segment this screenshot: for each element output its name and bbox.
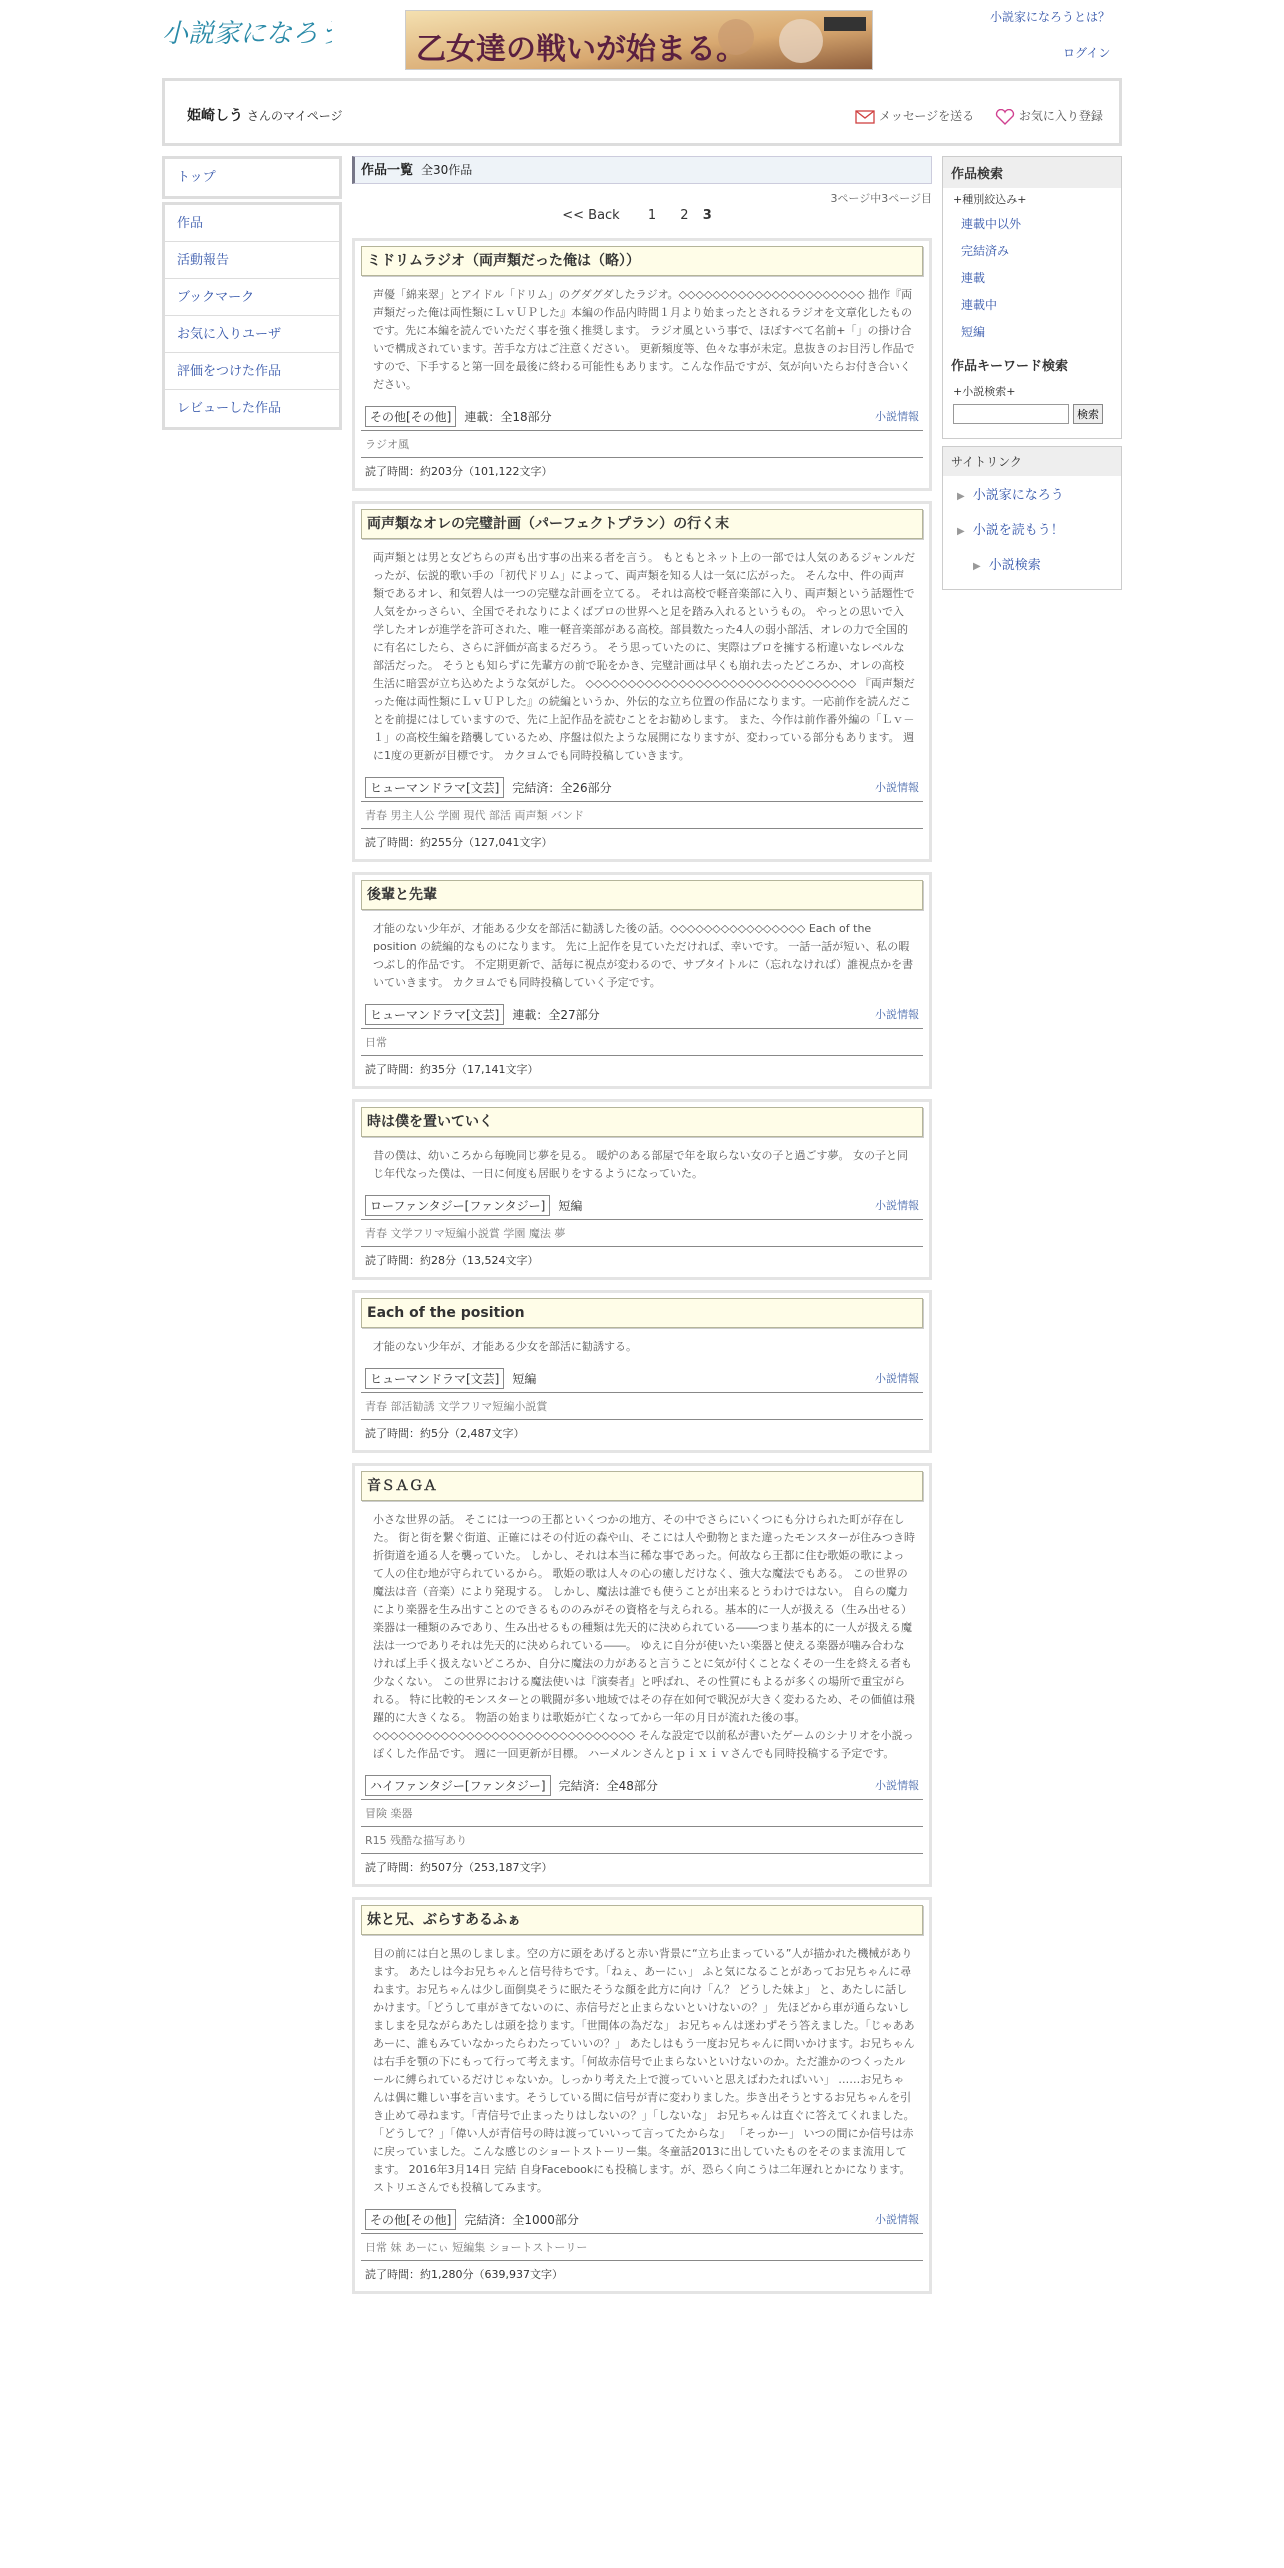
work-tags: 青春 男主人公 学園 現代 部活 両声類 バンド [361, 801, 923, 828]
work-status: 連載：全27部分 [512, 1007, 600, 1022]
banner-text: 乙女達の戦いが始まる。 [416, 32, 746, 67]
site-link-label: 小説検索 [988, 558, 1041, 573]
work-info-link[interactable]: 小説情報 [875, 1199, 919, 1212]
work-tags: 日常 [361, 1028, 923, 1055]
work-meta [361, 1000, 923, 1028]
work-genre[interactable]: ローファンタジー[ファンタジー] [365, 1195, 550, 1216]
pager-page-1[interactable]: 1 [647, 208, 657, 223]
site-link-label: 小説家になろう [972, 488, 1064, 503]
filter-completed[interactable]: 完結済み [961, 244, 1010, 258]
work-item [352, 1290, 932, 1453]
work-read-time: 読了時間：約507分（253,187文字） [361, 1853, 923, 1880]
work-synopsis: 声優「綿来翠」とアイドル「ドリム」のグダグダしたラジオ。◇◇◇◇◇◇◇◇◇◇◇◇◇◇◇◇◇◇◇◇◇◇ 拙作『両声類だった俺は両性類にＬｖＵＰした』本編の作品内時間１月より始まったとされるラジオを文章化したものです。先に本編を読んでいただく事を強く推奨します。 ラジオ風という事で、ほぼすべて名前+「」の掛け合いで構成されています。苦手な方はご注意ください。 更新頻度等、色々な事が未定。息抜きのお目汚し作品ですので、下手すると第一回を最後に終わる可能性もあります。こんな作品ですが、気が向いたらお付き合いください。 [373, 288, 915, 391]
work-genre[interactable]: ヒューマンドラマ[文芸] [365, 1004, 504, 1025]
site-link-search[interactable] [943, 546, 1121, 581]
work-title[interactable]: 音ＳＡＧＡ [361, 1471, 923, 1501]
nav-works[interactable]: 作品 [165, 205, 339, 242]
filter-label: +種別絞込み+ [953, 193, 1027, 206]
work-synopsis: 目の前には白と黒のしましま。空の方に頭をあげると赤い背景に“立ち止まっている”人が描かれた機械があります。 あたしは今お兄ちゃんと信号待ちです。「ねぇ、あーにぃ」 ふと気になることがあってお兄ちゃんに尋ねます。お兄ちゃんは少し面倒臭そうに眠たそうな顔を此方に向け「ん？ どうした妹よ」 と、あたしに話しかけます。「どうして車がきてないのに、赤信号だと止まらないといけないの？」 先ほどから車が通らないしましまを見ながらあたしは頭を捻ります。「世間体の為だな」 お兄ちゃんは迷わずそう答えました。「じゃあああーに、誰もみていなかったらわたっていいの？」 あたしはもう一度お兄ちゃんに問いかけます。お兄ちゃんは右手を顎の下にもって行って考えます。「何故赤信号で止まらないといけないのか。ただ誰かのつくったルールに縛られているだけじゃないか。しっかり考えた上で渡っていいと思えばわたればいい」 ……お兄ちゃんは偶に難しい事を言います。そうしている間に信号が青に変わりました。歩き出そうとするお兄ちゃんを引き止めて尋ねます。「青信号で止まったりはしないの？」「しないな」 お兄ちゃんは直ぐに答えてくれました。「どうして？」「偉い人が青信号の時は渡っていいって言ってたからな」 「そっかー」 いつの間にか信号は赤に戻っていました。こんな感じのショートストーリー集。冬童話2013に出していたものをそのまま流用してます。 2016年3月14日 完結 自身Facebookにも投稿します。が、恐らく向こうは二年遅れとかになります。 ストリエさんでも投稿してみます。 [373, 1947, 915, 2194]
pager-page-2[interactable]: 2 [680, 208, 689, 223]
arrow-right-icon: ▶ [973, 561, 981, 572]
work-genre[interactable]: ヒューマンドラマ[文芸] [365, 777, 504, 798]
work-read-time: 読了時間：約35分（17,141文字） [361, 1055, 923, 1082]
login-link[interactable]: ログイン [1063, 46, 1111, 60]
work-tags: 日常 妹 あーにぃ 短編集 ショートストーリー [361, 2233, 923, 2260]
work-meta [361, 773, 923, 801]
work-status: 短編 [558, 1198, 583, 1213]
site-link-narou[interactable] [943, 476, 1121, 511]
nav-reviewed-works[interactable]: レビューした作品 [165, 390, 339, 427]
send-message-button[interactable] [855, 107, 974, 124]
work-search-title: 作品検索 [943, 157, 1121, 188]
filter-short[interactable]: 短編 [961, 325, 986, 339]
work-status: 短編 [512, 1371, 537, 1386]
keyword-label: +小説検索+ [953, 385, 1016, 398]
heart-icon [995, 109, 1015, 125]
works-count: 全30作品 [421, 163, 473, 177]
site-link-yomou[interactable] [943, 511, 1121, 546]
work-status: 完結済：全26部分 [512, 780, 612, 795]
mail-icon [855, 110, 875, 124]
work-genre[interactable]: その他[その他] [365, 406, 456, 427]
work-genre[interactable]: ハイファンタジー[ファンタジー] [365, 1775, 551, 1796]
work-meta [361, 402, 923, 430]
work-title[interactable]: 妹と兄、ぶらすあるふぁ [361, 1905, 923, 1935]
pager-page-3: 3 [702, 208, 712, 223]
works-title: 作品一覧 [361, 163, 414, 178]
user-bar [162, 78, 1122, 146]
work-tags: 青春 部活勧誘 文学フリマ短編小説賞 [361, 1392, 923, 1419]
pager-back[interactable]: << Back [562, 208, 620, 223]
logo-text: 小説家になろう [162, 19, 332, 48]
pager [352, 208, 932, 228]
work-status: 完結済：全48部分 [558, 1778, 658, 1793]
work-title[interactable]: 両声類なオレの完璧計画（パーフェクトプラン）の行く末 [361, 509, 923, 539]
arrow-right-icon: ▶ [957, 491, 965, 502]
work-meta [361, 1364, 923, 1392]
work-tags: ラジオ風 [361, 430, 923, 457]
work-info-link[interactable]: 小説情報 [875, 1372, 919, 1385]
filter-not-ongoing[interactable]: 連載中以外 [961, 217, 1022, 231]
work-tags: 青春 文学フリマ短編小説賞 学園 魔法 夢 [361, 1219, 923, 1246]
work-title[interactable]: 時は僕を置いていく [361, 1107, 923, 1137]
site-link-label: 小説を読もう！ [972, 523, 1064, 538]
work-info-link[interactable]: 小説情報 [875, 2213, 919, 2226]
work-info-link[interactable]: 小説情報 [875, 781, 919, 794]
send-message-label: メッセージを送る [878, 109, 975, 123]
site-links-box [942, 446, 1122, 590]
work-status: 完結済：全1000部分 [464, 2212, 579, 2227]
work-item [352, 238, 932, 491]
search-button[interactable]: 検索 [1073, 404, 1103, 424]
user-name: 姫崎しう [187, 108, 243, 124]
nav-top-box [162, 156, 342, 199]
work-synopsis: 才能のない少年が、才能ある少女を部活に勧誘する。 [373, 1340, 637, 1353]
work-title[interactable]: ミドリムラジオ（両声類だった俺は（略）） [361, 246, 923, 276]
keyword-input[interactable] [953, 404, 1069, 424]
nav-menu [162, 202, 342, 430]
work-read-time: 読了時間：約28分（13,524文字） [361, 1246, 923, 1273]
work-read-time: 読了時間：約1,280分（639,937文字） [361, 2260, 923, 2287]
works-header [352, 156, 932, 184]
filter-ongoing[interactable]: 連載中 [961, 298, 998, 312]
work-item [352, 1897, 932, 2294]
nav-bookmark[interactable]: ブックマーク [165, 279, 339, 316]
ad-banner[interactable] [405, 10, 873, 70]
keyword-search-title: 作品キーワード検索 [943, 349, 1121, 380]
nav-favorite-users[interactable]: お気に入りユーザ [165, 316, 339, 353]
work-read-time: 読了時間：約255分（127,041文字） [361, 828, 923, 855]
work-title[interactable]: Each of the position [361, 1298, 923, 1328]
work-extra: R15 残酷な描写あり [361, 1826, 923, 1853]
user-name-line [187, 105, 343, 125]
page-info: 3ページ中3ページ目 [830, 192, 932, 205]
work-search-box [942, 156, 1122, 439]
arrow-right-icon: ▶ [957, 526, 965, 537]
keyword-search-form [943, 402, 1121, 430]
work-info-link[interactable]: 小説情報 [875, 1779, 919, 1792]
work-status: 連載：全18部分 [464, 409, 552, 424]
work-item [352, 1463, 932, 1887]
work-info-link[interactable]: 小説情報 [875, 1008, 919, 1021]
work-genre[interactable]: その他[その他] [365, 2209, 456, 2230]
nav-top[interactable]: トップ [165, 159, 339, 196]
work-meta [361, 1191, 923, 1219]
work-tags: 冒険 楽器 [361, 1799, 923, 1826]
work-synopsis: 昔の僕は、幼いころから毎晩同じ夢を見る。 暖炉のある部屋で年を取らない女の子と過ごす夢。 女の子と同じ年代なった僕は、一日に何度も居眠りをするようになっていた。 [373, 1149, 908, 1180]
work-meta [361, 1771, 923, 1799]
nav-activity[interactable]: 活動報告 [165, 242, 339, 279]
work-read-time: 読了時間：約5分（2,487文字） [361, 1419, 923, 1446]
work-read-time: 読了時間：約203分（101,122文字） [361, 457, 923, 484]
work-genre[interactable]: ヒューマンドラマ[文芸] [365, 1368, 504, 1389]
nav-rated-works[interactable]: 評価をつけた作品 [165, 353, 339, 390]
about-link[interactable]: 小説家になろうとは？ [990, 10, 1111, 24]
work-item [352, 1099, 932, 1280]
work-item [352, 501, 932, 862]
work-synopsis: 小さな世界の話。 そこには一つの王都といくつかの地方、その中でさらにいくつにも分けられた町が存在した。 街と街を繋ぐ街道、正確にはその付近の森や山、そこには人や動物とまた違ったモンスターが住みつき時折街道を通る人を襲っていた。 しかし、それは本当に稀な事であった。何故なら王都に住む歌姫の歌によって人の住む地が守られているから。 歌姫の歌は人々の心の癒しだけなく、強大な魔法でもある。 この世界の魔法は音（音楽）により発現する。 しかし、魔法は誰でも使うことが出来るとうわけではない。 自らの魔力により楽器を生み出すことのできるもののみがその資格を与えられる。基本的に一人が扱える（生み出せる）楽器は一種類のみであり、生み出せるもの種類は先天的に決められている――つまり基本的に一人が扱える魔法は一つでありそれは先天的に決められている――。 ゆえに自分が使いたい楽器と使える楽器が噛み合わなければ上手く扱えないどころか、自分に魔法の力があると言うことに気が付くことなくその一生を終える者も少なくない。 この世界における魔法使いは『演奏者』と呼ばれ、その性質にもよるが多くの場所で重宝がられる。 特に比較的モンスターとの戦闘が多い地域ではその存在如何で戦況が大きく変わるため、その価値は飛躍的に大きくなる。 物語の始まりは歌姫が亡くなってから一年の月日が流れた後の事。 ◇◇◇◇◇◇◇◇◇◇◇◇◇◇◇◇◇◇◇◇◇◇◇◇◇◇◇◇◇◇◇ そんな設定で以前私が書いたゲームのシナリオを小説っぽくした作品です。 週に一回更新が目標。 ハーメルンさんとｐｉｘｉｖさんでも同時投稿する予定です。 [373, 1513, 915, 1760]
work-meta [361, 2205, 923, 2233]
work-info-link[interactable]: 小説情報 [875, 410, 919, 423]
work-synopsis: 才能のない少年が、才能ある少女を部活に勧誘した後の話。◇◇◇◇◇◇◇◇◇◇◇◇◇◇◇◇ Each of the position の続編的なものになります。 先に上記作を見ていただければ、幸いです。 一話一話が短い、私の暇つぶし的作品です。 不定期更新で、話毎に視点が変わるので、サブタイトルに（忘れなければ）誰視点かを書いていきます。 カクヨムでも同時投稿していく予定です。 [373, 922, 914, 989]
work-synopsis: 両声類とは男と女どちらの声も出す事の出来る者を言う。 もともとネット上の一部では人気のあるジャンルだったが、伝説的歌い手の「初代ドリム」によって、両声類を知る人は一気に広がった。 そんな中、件の両声類であるオレ、和気碧人は一つの完璧な計画を立てる。 それは高校で軽音楽部に入り、両声類という話題性で人気をかっさらい、全国でそれなりによくばプロの世界へと足を踏み入れるというもの。 やっとの思いで入学したオレが進学を許可された、唯一軽音楽部がある高校。部員数たった4人の弱小部活、オレの力で全国的に有名にしたら、さらに評価が高まるだろう。 そう思っていたのに、実際はプロを擁する桁違いなレベルな部活だった。 そうとも知らずに先輩方の前で恥をかき、完璧計画は早くも崩れ去ったどころか、オレの高校生活に暗雲が立ち込めたような気がした。 ◇◇◇◇◇◇◇◇◇◇◇◇◇◇◇◇◇◇◇◇◇◇◇◇◇◇◇◇◇◇◇◇ 『両声類だった俺は両性類にＬｖＵＰした』の続編というか、外伝的な立ち位置の作品になります。一応前作を読んだことを前提にはしていますので、先に上記作品を読むことをお勧めします。 また、今作は前作番外編の「Ｌｖ－１」の高校生編を踏襲しているため、序盤は似たような展開になりますが、変わっている部分もあります。 週に1度の更新が目標です。 カクヨムでも同時投稿していきます。 [373, 551, 915, 762]
site-links-title: サイトリンク [943, 447, 1121, 476]
work-title[interactable]: 後輩と先輩 [361, 880, 923, 910]
filter-serial[interactable]: 連載 [961, 271, 986, 285]
site-logo[interactable] [162, 14, 332, 48]
work-item [352, 872, 932, 1089]
add-favorite-button[interactable] [995, 107, 1103, 125]
works-list [352, 156, 932, 2294]
add-favorite-label: お気に入り登録 [1018, 109, 1103, 123]
user-suffix: さんのマイページ [247, 109, 343, 123]
